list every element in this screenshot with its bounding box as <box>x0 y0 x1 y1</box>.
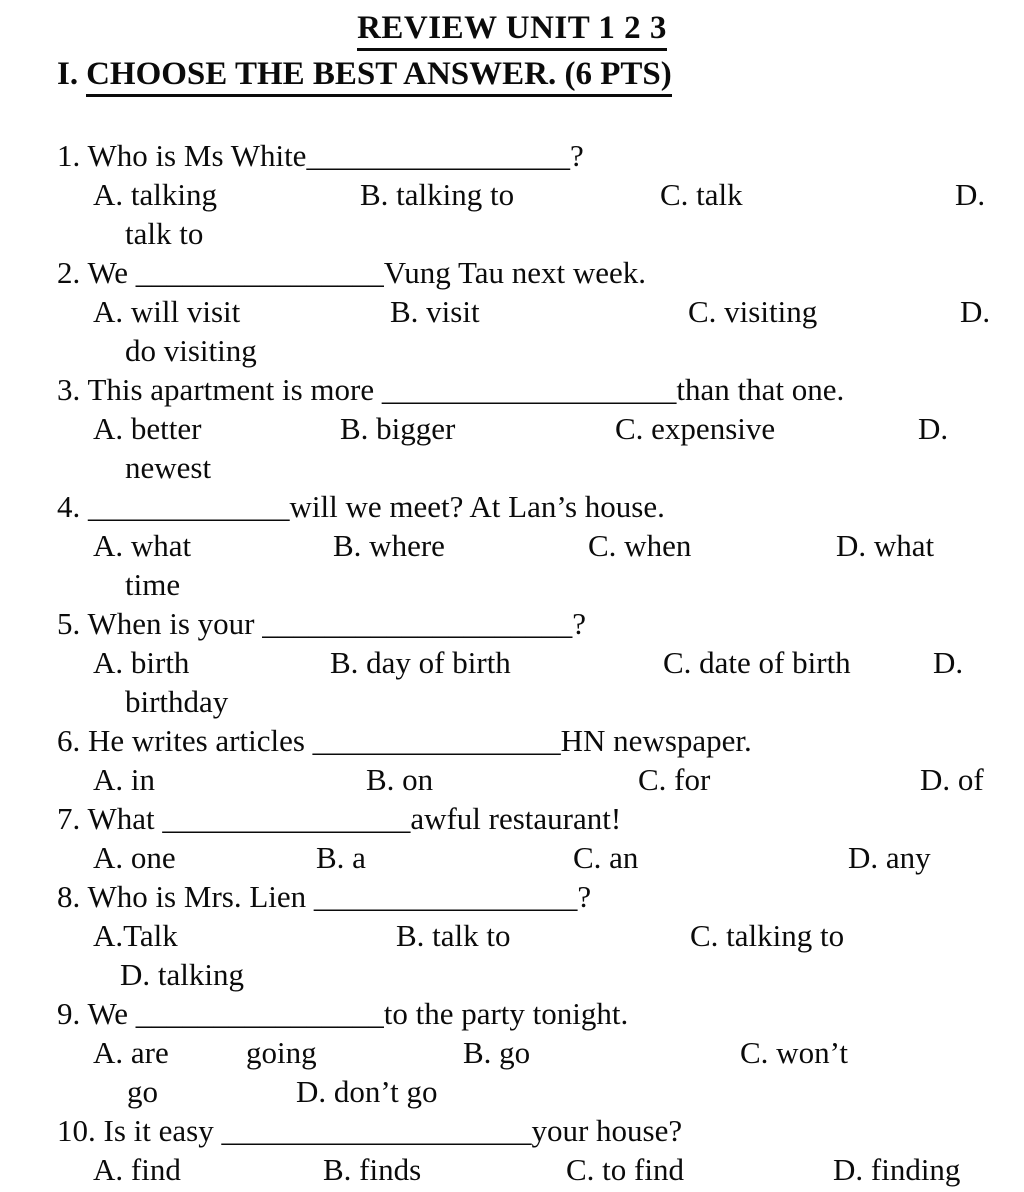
answer-option: A. one <box>93 840 176 875</box>
answer-option: B. on <box>366 762 434 797</box>
answer-option: C. an <box>573 840 639 875</box>
answer-option: A. talking <box>93 177 217 212</box>
section-heading <box>0 56 1024 100</box>
answer-option: do visiting <box>125 333 257 368</box>
answer-option: D. <box>918 411 949 446</box>
question-prompt: 8. Who is Mrs. Lien _________________? <box>57 879 592 914</box>
question-prompt: 7. What ________________awful restaurant! <box>57 801 622 836</box>
answer-option: B. where <box>333 528 445 563</box>
answer-option: B. talking to <box>360 177 515 212</box>
question-prompt: 6. He writes articles ________________HN newspaper. <box>57 723 752 758</box>
question <box>0 605 1024 722</box>
question <box>0 137 1024 254</box>
options-line <box>0 293 1024 332</box>
options-line <box>0 566 1024 605</box>
answer-option: D. don’t go <box>296 1074 438 1109</box>
answer-option: D. any <box>848 840 931 875</box>
answer-option: C. to find <box>566 1152 684 1187</box>
question <box>0 371 1024 488</box>
section-heading-text: CHOOSE THE BEST ANSWER. (6 PTS) <box>86 56 672 97</box>
answer-option: B. finds <box>323 1152 422 1187</box>
answer-option: C. visiting <box>688 294 818 329</box>
answer-option: time <box>125 567 181 602</box>
answer-option: birthday <box>125 684 229 719</box>
question <box>0 995 1024 1112</box>
answer-option: go <box>127 1074 158 1109</box>
answer-option: newest <box>125 450 212 485</box>
question-prompt: 5. When is your ____________________? <box>57 606 586 641</box>
question <box>0 488 1024 605</box>
answer-option: D. <box>955 177 986 212</box>
options-line <box>0 176 1024 215</box>
answer-option: talk to <box>125 216 204 251</box>
options-line <box>0 410 1024 449</box>
answer-option: D. finding <box>833 1152 961 1187</box>
question-prompt: 1. Who is Ms White_________________? <box>57 138 584 173</box>
title-row <box>0 0 1024 50</box>
options-line <box>0 1073 1024 1112</box>
answer-option: B. talk to <box>396 918 511 953</box>
answer-option: C. for <box>638 762 711 797</box>
answer-option: C. talk <box>660 177 743 212</box>
options-line <box>0 839 1024 878</box>
answer-option: D. <box>933 645 964 680</box>
options-line <box>0 761 1024 800</box>
question <box>0 1112 1024 1190</box>
options-line <box>0 215 1024 254</box>
answer-option: B. go <box>463 1035 531 1070</box>
answer-option: A. are <box>93 1035 169 1070</box>
answer-option: C. won’t <box>740 1035 848 1070</box>
answer-option: C. talking to <box>690 918 845 953</box>
question-prompt: 10. Is it easy ____________________your house? <box>57 1113 683 1148</box>
answer-option: D. what <box>836 528 935 563</box>
answer-option: A. birth <box>93 645 190 680</box>
answer-option: B. a <box>316 840 366 875</box>
options-line <box>0 683 1024 722</box>
answer-option: A. find <box>93 1152 181 1187</box>
question-prompt: 2. We ________________Vung Tau next week. <box>57 255 646 290</box>
answer-option: A. in <box>93 762 155 797</box>
document-title: REVIEW UNIT 1 2 3 <box>357 10 667 51</box>
options-line <box>0 1034 1024 1073</box>
answer-option: D. <box>960 294 991 329</box>
answer-option: A. will visit <box>93 294 241 329</box>
answer-option: A. what <box>93 528 192 563</box>
answer-option: A. better <box>93 411 202 446</box>
section-numeral: I. <box>57 56 79 92</box>
answer-option: going <box>246 1035 317 1070</box>
question <box>0 722 1024 800</box>
options-line <box>0 332 1024 371</box>
answer-option: B. visit <box>390 294 480 329</box>
options-line <box>0 1151 1024 1190</box>
question-prompt: 9. We ________________to the party tonight. <box>57 996 629 1031</box>
answer-option: D. of <box>920 762 984 797</box>
question <box>0 878 1024 995</box>
answer-option: A.Talk <box>93 918 178 953</box>
options-line <box>0 527 1024 566</box>
options-line <box>0 956 1024 995</box>
question <box>0 800 1024 878</box>
answer-option: B. day of birth <box>330 645 511 680</box>
answer-option: C. date of birth <box>663 645 851 680</box>
question-list <box>0 137 1024 1190</box>
question-prompt: 4. _____________will we meet? At Lan’s house. <box>57 489 665 524</box>
answer-option: C. expensive <box>615 411 776 446</box>
options-line <box>0 449 1024 488</box>
options-line <box>0 917 1024 956</box>
question-prompt: 3. This apartment is more ___________________than that one. <box>57 372 845 407</box>
options-line <box>0 644 1024 683</box>
question <box>0 254 1024 371</box>
answer-option: C. when <box>588 528 692 563</box>
answer-option: D. talking <box>120 957 244 992</box>
answer-option: B. bigger <box>340 411 456 446</box>
